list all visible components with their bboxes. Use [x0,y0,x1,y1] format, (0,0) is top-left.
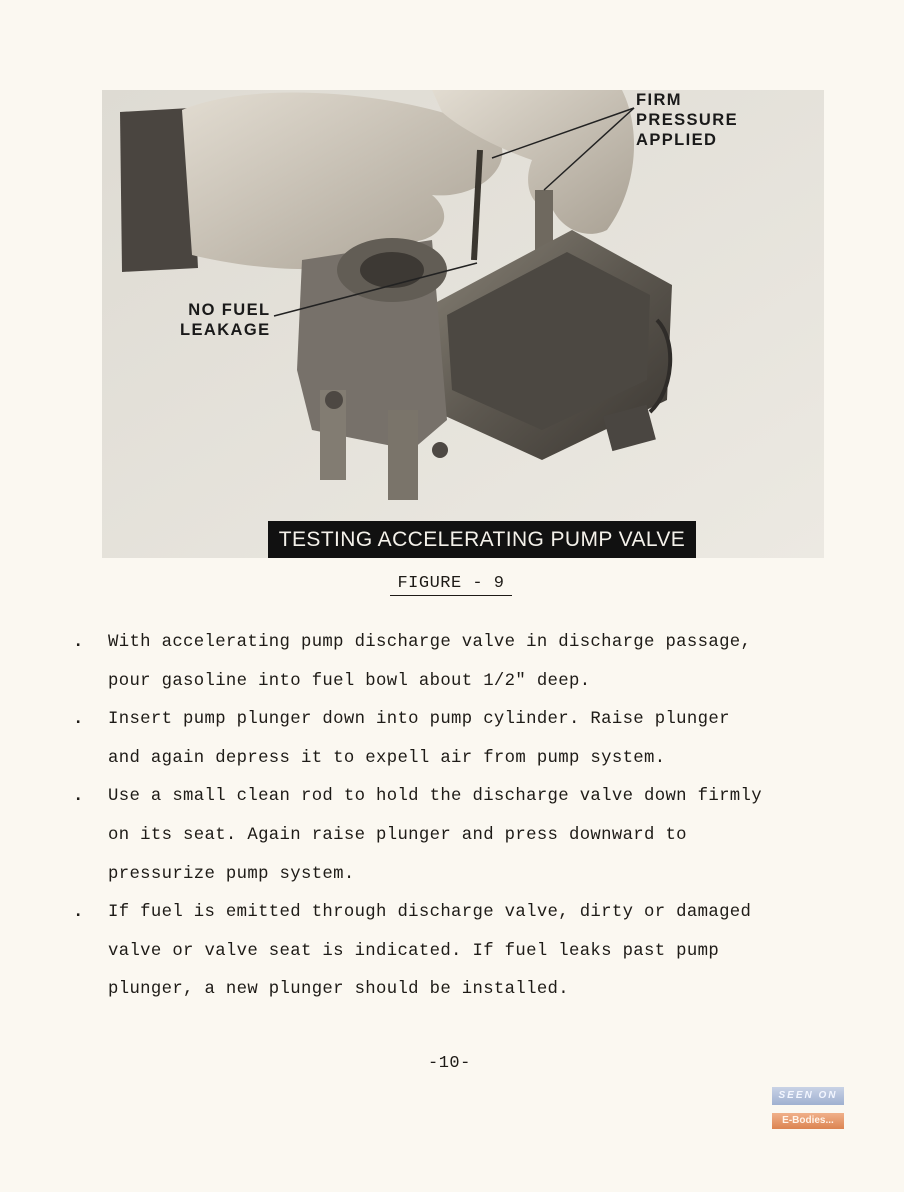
step-line: Insert pump plunger down into pump cylinder. Raise plunger [108,710,730,730]
callout-line: FIRM [636,91,682,109]
figure-caption: FIGURE - 9 [390,574,512,596]
bullet: . [73,903,84,923]
step-item [70,778,850,894]
step-line: pressurize pump system. [108,864,355,884]
step-item [70,624,850,701]
bullet: . [73,633,84,652]
bullet: . [73,710,84,730]
callout-line: APPLIED [636,131,718,149]
photo-title-banner: TESTING ACCELERATING PUMP VALVE [268,521,696,558]
step-line: With accelerating pump discharge valve in discharge passage, [108,633,752,652]
callout-line: LEAKAGE [180,321,271,339]
step-line: Use a small clean rod to hold the discharge valve down firmly [108,787,762,807]
bullet: . [73,787,84,807]
procedure-steps [70,624,850,1010]
callout-line: NO FUEL [188,301,271,319]
step-line: If fuel is emitted through discharge valve, dirty or damaged [108,903,752,923]
watermark-bottom-text: E-Bodies... [772,1113,844,1129]
figure-photo [102,90,824,558]
step-line: valve or valve seat is indicated. If fuel leaks past pump [108,941,720,961]
step-line: pour gasoline into fuel bowl about 1/2" deep. [108,671,591,691]
no-fuel-leakage-callout [180,300,270,340]
watermark-top-text: SEEN ON [772,1087,844,1105]
step-line: and again depress it to expell air from pump system. [108,748,666,768]
step-item [70,701,850,778]
callout-line: PRESSURE [636,111,738,129]
page-number: -10- [428,1054,471,1073]
step-item [70,894,850,1010]
step-line: plunger, a new plunger should be installed. [108,980,569,1000]
firm-pressure-applied-callout [636,90,738,150]
watermark-logo [772,1087,844,1131]
step-line: on its seat. Again raise plunger and press downward to [108,825,687,845]
